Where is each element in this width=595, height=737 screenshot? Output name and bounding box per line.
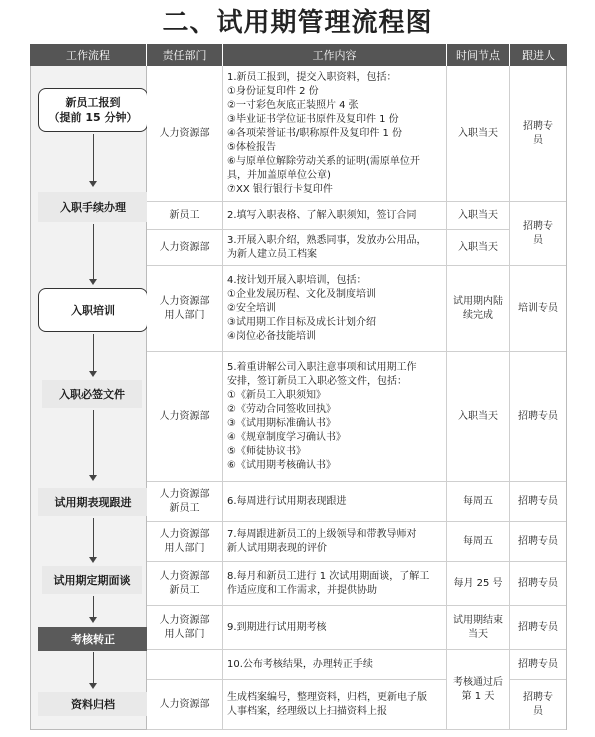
follow-line: 员: [533, 705, 543, 717]
cell-content: [223, 352, 447, 482]
cell-content: [223, 230, 447, 266]
content-line: 1.新员工报到，提交入职资料，包括：: [227, 71, 397, 83]
follow-line: 招聘专员: [518, 577, 558, 589]
content-line: ③试用期工作目标及成长计划介绍: [227, 316, 376, 328]
flow-step-label: 资料归档: [71, 697, 115, 711]
time-line: 试用期结束: [453, 614, 503, 626]
dept-line: 新员工: [169, 502, 200, 514]
header-dept: 责任部门: [147, 44, 223, 66]
cell-dept: [147, 680, 223, 730]
cell-dept: [147, 522, 223, 562]
dept-line: 人力资源部: [159, 410, 210, 422]
down-arrow-icon: [93, 652, 94, 684]
dept-line: 人力资源部: [159, 698, 210, 710]
cell-dept: [147, 202, 223, 230]
content-line: 8.每月和新员工进行 1 次试用期面谈，了解工: [227, 570, 430, 582]
content-line: 4.按计划开展入职培训，包括：: [227, 274, 367, 286]
cell-dept: [147, 66, 223, 202]
cell-dept: [147, 562, 223, 606]
cell-time: [447, 230, 510, 266]
time-line: 入职当天: [458, 127, 498, 139]
flow-step-onboard: [38, 192, 148, 222]
cell-time: [447, 650, 510, 730]
content-line: 7.每周跟进新员工的上级领导和带教导师对: [227, 528, 417, 540]
flow-step-label: 新员工报到: [65, 96, 121, 109]
dept-line: 人力资源部: [159, 614, 210, 626]
content-line: 新人试用期表现的评价: [227, 542, 327, 554]
cell-follow: [510, 650, 567, 680]
cell-dept: [147, 230, 223, 266]
flow-step-label: 试用期表现跟进: [54, 495, 132, 509]
cell-follow: [510, 66, 567, 202]
header-flow: 工作流程: [30, 44, 147, 66]
cell-content: [223, 650, 447, 680]
flow-step-sign: [42, 380, 142, 408]
down-arrow-icon: [93, 410, 94, 476]
cell-follow: [510, 352, 567, 482]
down-arrow-icon: [93, 334, 94, 372]
dept-line: 人力资源部: [159, 295, 210, 307]
cell-dept: [147, 352, 223, 482]
cell-time: [447, 266, 510, 352]
cell-follow: [510, 482, 567, 522]
follow-line: 招聘专员: [518, 658, 558, 670]
time-line: 试用期内陆: [453, 295, 503, 307]
content-line: ②《劳动合同签收回执》: [227, 403, 336, 415]
content-line: 9.到期进行试用期考核: [227, 621, 327, 633]
cell-follow: [510, 680, 567, 730]
cell-time: [447, 482, 510, 522]
content-line: 3.开展入职介绍，熟悉同事，发放办公用品，: [227, 234, 427, 246]
down-arrow-icon: [93, 134, 94, 182]
cell-content: [223, 522, 447, 562]
content-line: ④岗位必备技能培训: [227, 330, 316, 342]
time-line: 入职当天: [458, 241, 498, 253]
time-line: 入职当天: [458, 209, 498, 221]
dept-line: 人力资源部: [159, 127, 210, 139]
content-line: 5.着重讲解公司入职注意事项和试用期工作: [227, 361, 417, 373]
time-line: 考核通过后: [453, 676, 503, 688]
cell-dept: [147, 482, 223, 522]
cell-content: [223, 606, 447, 650]
dept-line: 用人部门: [164, 628, 205, 640]
flow-step-assess: [38, 627, 148, 651]
dept-line: 新员工: [169, 584, 200, 596]
content-line: ③《试用期标准确认书》: [227, 417, 336, 429]
time-line: 每周五: [463, 495, 493, 507]
content-line: ④《规章制度学习确认书》: [227, 431, 346, 443]
time-line: 第 1 天: [461, 690, 495, 702]
content-line: 安排，签订新员工入职必签文件，包括：: [227, 375, 407, 387]
dept-line: 用人部门: [164, 309, 205, 321]
cell-follow: [510, 606, 567, 650]
cell-time: [447, 66, 510, 202]
follow-line: 培训专员: [518, 302, 558, 314]
cell-time: [447, 202, 510, 230]
follow-line: 招聘专: [523, 120, 553, 132]
follow-line: 招聘专: [523, 691, 553, 703]
follow-line: 员: [533, 234, 543, 246]
dept-line: 人力资源部: [159, 241, 210, 253]
content-line: ③毕业证书学位证书原件及复印件 1 份: [227, 113, 399, 125]
cell-time: [447, 522, 510, 562]
cell-time: [447, 352, 510, 482]
content-line: 为新人建立员工档案: [227, 248, 317, 260]
flow-step-label: 试用期定期面谈: [53, 573, 131, 587]
down-arrow-icon: [93, 518, 94, 558]
follow-line: 招聘专: [523, 220, 553, 232]
flow-step-training: [38, 288, 148, 332]
follow-line: 员: [533, 134, 543, 146]
content-line: ①《新员工入职须知》: [227, 389, 326, 401]
down-arrow-icon: [93, 596, 94, 618]
cell-dept: [147, 650, 223, 680]
cell-follow: [510, 266, 567, 352]
content-line: ⑦XX 银行银行卡复印件: [227, 183, 333, 195]
header-content: 工作内容: [223, 44, 447, 66]
dept-line: 新员工: [169, 209, 200, 221]
content-line: 2.填写入职表格、了解入职须知，签订合同: [227, 209, 417, 221]
follow-line: 招聘专员: [518, 495, 558, 507]
page-title: 二、试用期管理流程图: [162, 8, 433, 38]
content-line: ⑥《试用期考核确认书》: [227, 459, 336, 471]
content-line: 生成档案编号，整理资料，归档，更新电子版: [227, 691, 427, 703]
content-line: 10.公布考核结果，办理转正手续: [227, 658, 373, 670]
cell-content: [223, 482, 447, 522]
dept-line: 人力资源部: [159, 570, 210, 582]
content-line: ⑤《师徒协议书》: [227, 445, 306, 457]
cell-content: [223, 66, 447, 202]
content-line: 人事档案，经理级以上扫描资料上报: [227, 705, 387, 717]
content-line: ④各项荣誉证书/职称原件及复印件 1 份: [227, 127, 403, 139]
follow-line: 招聘专员: [518, 535, 558, 547]
cell-time: [447, 562, 510, 606]
content-line: ⑤体检报告: [227, 141, 276, 153]
down-arrow-icon: [93, 224, 94, 280]
cell-content: [223, 202, 447, 230]
flow-step-label: （提前 15 分钟）: [48, 111, 138, 124]
dept-line: 用人部门: [164, 542, 205, 554]
cell-dept: [147, 606, 223, 650]
time-line: 每周五: [463, 535, 493, 547]
cell-content: [223, 266, 447, 352]
content-line: ⑥与原单位解除劳动关系的证明(需原单位开: [227, 155, 420, 167]
content-line: ①企业发展历程、文化及制度培训: [227, 288, 376, 300]
follow-line: 招聘专员: [518, 410, 558, 422]
cell-follow: [510, 562, 567, 606]
flow-step-archive: [38, 692, 148, 716]
cell-follow: [510, 202, 567, 266]
time-line: 每月 25 号: [453, 577, 503, 589]
header-time: 时间节点: [447, 44, 510, 66]
follow-line: 招聘专员: [518, 621, 558, 633]
flow-step-label: 考核转正: [71, 632, 115, 646]
cell-follow: [510, 522, 567, 562]
cell-time: [447, 606, 510, 650]
cell-dept: [147, 266, 223, 352]
header-follow: 跟进人: [510, 44, 567, 66]
time-line: 当天: [468, 628, 488, 640]
flow-step-report: [38, 88, 148, 132]
flow-step-label: 入职手续办理: [60, 200, 126, 214]
content-line: ①身份证复印件 2 份: [227, 85, 319, 97]
cell-content: [223, 562, 447, 606]
flow-step-label: 入职培训: [71, 303, 115, 317]
content-line: 作适应度和工作需求，并提供协助: [227, 584, 377, 596]
content-line: ②一寸彩色灰底正装照片 4 张: [227, 99, 359, 111]
time-line: 入职当天: [458, 410, 498, 422]
flow-step-label: 入职必签文件: [59, 387, 125, 401]
dept-line: 人力资源部: [159, 488, 210, 500]
cell-content: [223, 680, 447, 730]
flow-step-interview: [42, 566, 142, 594]
content-line: 6.每周进行试用期表现跟进: [227, 495, 347, 507]
time-line: 续完成: [463, 309, 493, 321]
content-line: ②安全培训: [227, 302, 276, 314]
content-line: 具，并加盖原单位公章): [227, 169, 331, 181]
flow-step-track: [38, 488, 148, 516]
dept-line: 人力资源部: [159, 528, 210, 540]
